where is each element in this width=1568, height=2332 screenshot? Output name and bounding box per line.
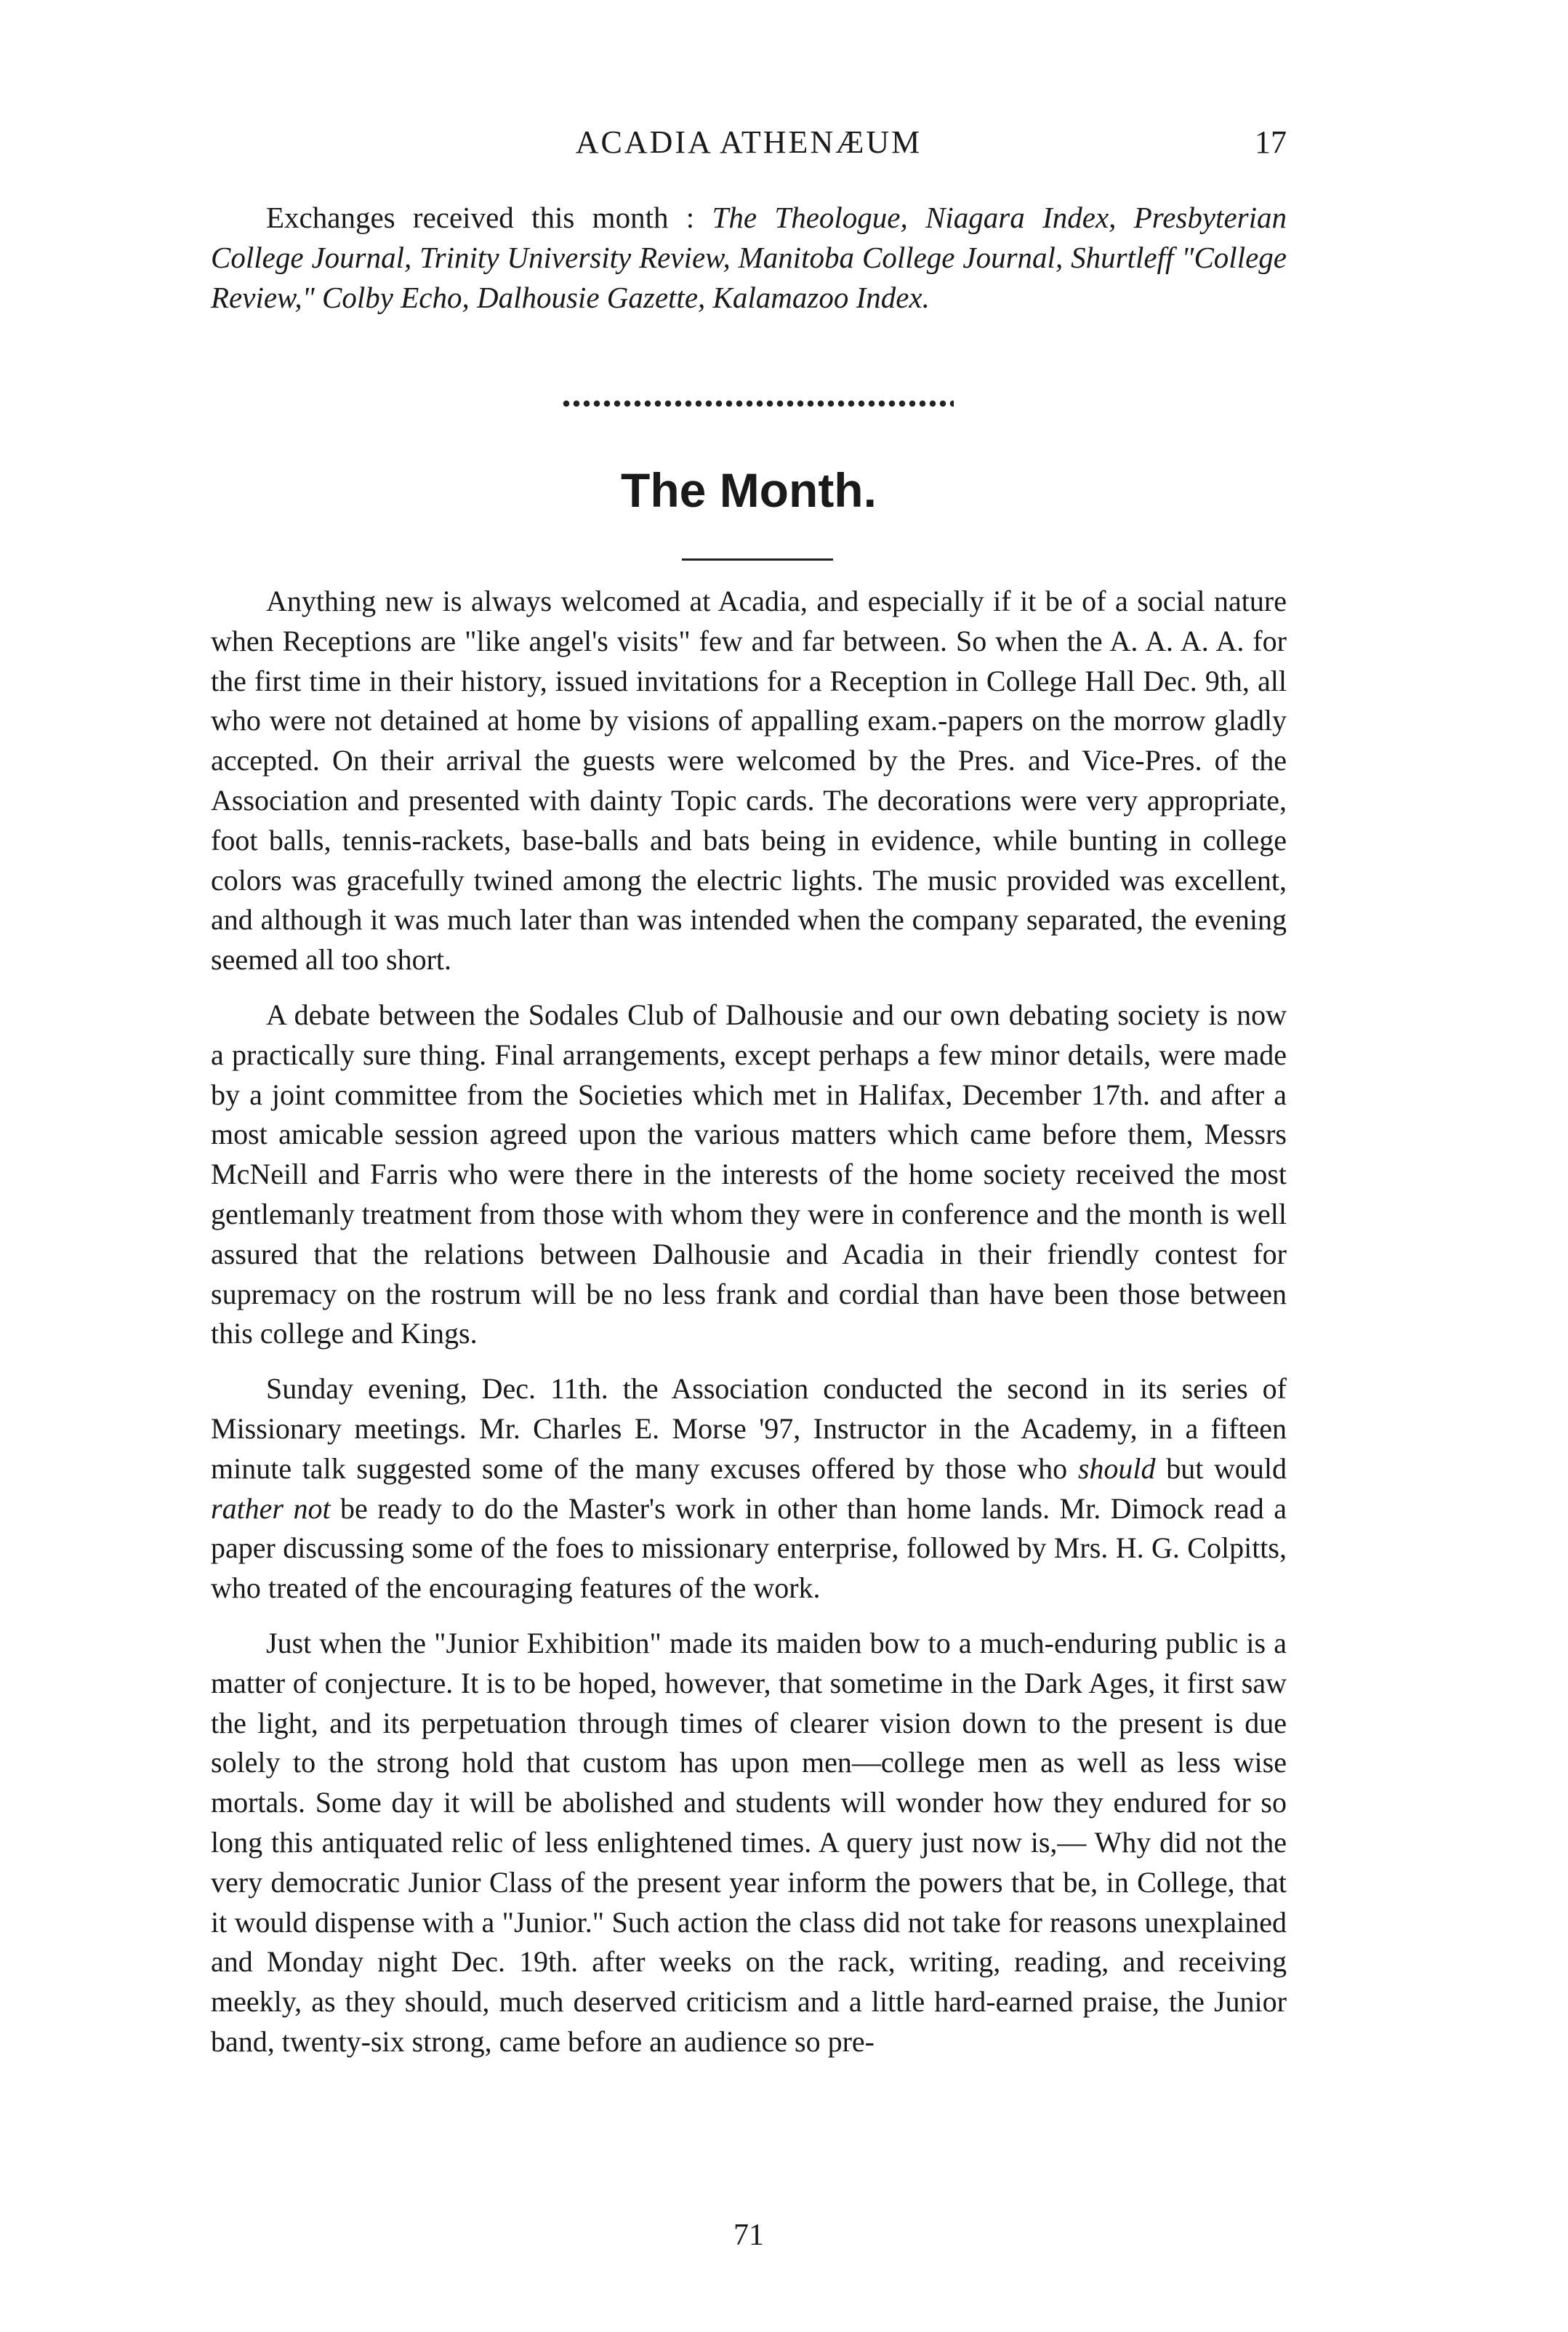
exchanges-paragraph (211, 198, 1287, 318)
folio-number: 71 (733, 2219, 764, 2252)
paragraph-reception: Anything new is always welcomed at Acadia, and especially if it be of a social nature when Receptions are "like angel's visits" few and far between. So when the A. A. A. A. for the first time in their history, issued invitations for a Reception in College Hall Dec. 9th, all who were not detained at home by visions of appalling exam.-papers on the morrow gladly accepted. On their arrival the guests were welcomed by the Pres. and Vice-Pres. of the Association and presented with dainty Topic cards. The decorations were very appropriate, foot balls, tennis-rackets, base-balls and bats being in evidence, while bunting in college colors was gracefully twined among the electric lights. The music provided was excellent, and although it was much later than was intended when the company separated, the evening seemed all too short. (211, 585, 1287, 977)
article-body (211, 582, 1287, 2077)
emphasis-rather-not: rather not (211, 1491, 331, 1525)
emphasis-should: should (1077, 1451, 1156, 1485)
exchanges-lead: Exchanges received this month : (266, 201, 712, 234)
paragraph-missionary-part-c: be ready to do the Master's work in other than home lands. Mr. Dimock read a paper discussing some of the foes to missionary enterprise, followed by Mrs. H. G. Colpitts, who treated of the encouraging features of the work. (211, 1491, 1287, 1605)
section-title: The Month. (621, 463, 877, 517)
decorative-divider (561, 398, 954, 410)
title-rule (682, 558, 833, 561)
paragraph-junior-exhibition: Just when the "Junior Exhibition" made its maiden bow to a much-enduring public is a matter of conjecture. It is to be hoped, however, that sometime in the Dark Ages, it first saw the light, and its perpetuation through times of clearer vision down to the present is due solely to the strong hold that custom has upon men—college men as well as less wise mortals. Some day it will be abolished and students will wonder how they endured for so long this antiquated relic of less enlightened times. A query just now is,— Why did not the very democratic Junior Class of the present year inform the powers that be, in College, that it would dispense with a "Junior." Such action the class did not take for reasons unexplained and Monday night Dec. 19th. after weeks on the rack, writing, reading, and receiving meekly, as they should, much deserved criticism and a little hard-earned praise, the Junior band, twenty-six strong, came before an audience so pre- (211, 1626, 1287, 2058)
running-title: ACADIA ATHENÆUM (575, 124, 922, 160)
page-header (211, 124, 1287, 167)
exchanges-titles: The Theologue, Niagara Index, Presbyterian College Journal, Trinity University Review, Manitoba College Journal, Shurtleff "College Review," Colby Echo, Dalhousie Gazette, Kalamazoo Index. (211, 201, 1287, 314)
page-number: 17 (1255, 124, 1287, 160)
paragraph-missionary-part-a: Sunday evening, Dec. 11th. the Association conducted the second in its series of Missionary meetings. Mr. Charles E. Morse '97, Instructor in the Academy, in a fifteen minute talk suggested some of the many excuses offered by those who (211, 1372, 1287, 1485)
paragraph-debate: A debate between the Sodales Club of Dalhousie and our own debating society is now a practically sure thing. Final arrangements, except perhaps a few minor details, were made by a joint committee from the Societies which met in Halifax, December 17th. and after a most amicable session agreed upon the various matters which came before them, Messrs McNeill and Farris who were there in the interests of the home society received the most gentlemanly treatment from those with whom they were in conference and the month is well assured that the relations between Dalhousie and Acadia in their friendly contest for supremacy on the rostrum will be no less frank and cordial than have been those between this college and Kings. (211, 998, 1287, 1350)
paragraph-missionary (211, 1369, 1287, 1608)
paragraph-missionary-part-b: but would (1155, 1451, 1287, 1485)
